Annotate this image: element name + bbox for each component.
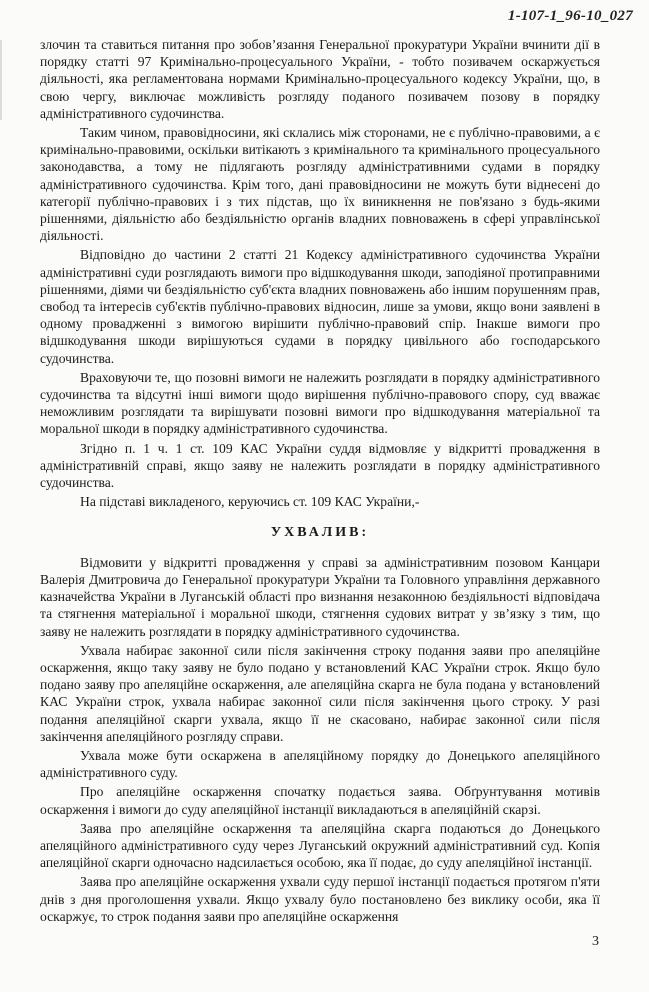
paragraph: Таким чином, правовідносини, які склались між сторонами, не є публічно-правовими, а є кримінально-правовими, оскільки витікають з кримінального та кримінального процесуального законодавства, а тому не підлягають розгляду адміністративними судами в порядку адміністративного судочинства. Крім того, дані правовідносини не можуть бути віднесені до категорії публічно-правових і з тих підстав, що їх виникнення не пов'язано з будь-якими рішеннями, діяльністю або бездіяльністю органів владних повноважень в сфері управлінської діяльності.: [40, 125, 600, 244]
resolution-paragraph: Заява про апеляційне оскарження та апеляційна скарга подаються до Донецького апеляційного адміністративного суду через Луганський окружний адміністративний суд. Копія апеляційної скарги одночасно надсилається особою, яка її подає, до суду апеляційної інстанції.: [40, 820, 600, 871]
resolution-paragraph: Відмовити у відкритті провадження у справі за адміністративним позовом Канцари Валерія Дмитровича до Генеральної прокуратури України та Головного управління державного казначейства України в Луганській області про визнання незаконною бездіяльності відповідача та стягнення матеріальної і моральної шкоди, стягнення судових витрат у зв’язку з тим, що заяву не належить розглядати в порядку адміністративного судочинства.: [40, 554, 600, 639]
paragraph: Враховуючи те, що позовні вимоги не належить розглядати в порядку адміністративного судочинства та відсутні інші вимоги щодо вирішення публічно-правового спору, суд вважає неможливим розглядати та вирішувати позовні вимоги про відшкодування матеріальної та моральної шкоди в порядку адміністративного судочинства.: [40, 369, 600, 437]
paragraph: Згідно п. 1 ч. 1 ст. 109 КАС України суддя відмовляє у відкритті провадження в адміністративній справі, якщо заяву не належить розглядати в порядку адміністративного судочинства.: [40, 440, 600, 491]
resolution-paragraph: Ухвала набирає законної сили після закінчення строку подання заяви про апеляційне оскарження, якщо таку заяву не було подано у встановлений КАС України строк. Якщо було подано заяву про апеляційне оскарження, але апеляційна скарга не була подана у встановлений КАС України строк, ухвала набирає законної сили після закінчення цього строку. У разі подання апеляційної скарги ухвала, якщо її не скасовано, набирає законної сили після закінчення апеляційного розгляду справи.: [40, 642, 600, 744]
document-body: [40, 36, 600, 927]
resolution-paragraph: Ухвала може бути оскаржена в апеляційному порядку до Донецького апеляційного адміністративного суду.: [40, 747, 600, 781]
paragraph: Відповідно до частини 2 статті 21 Кодексу адміністративного судочинства України адміністративні суди розглядають вимоги про відшкодування шкоди, заподіяної протиправними рішеннями, діями чи бездіяльністю суб'єкта владних повноважень або іншим порушенням прав, свобод та інтересів суб'єктів публічно-правових відносин, лише за умови, якщо вони заявлені в одному провадженні з вимогою вирішити публічно-правовий спір. Інакше вимоги про відшкодування шкоди вирішуються судами в порядку цивільного або господарського судочинства.: [40, 247, 600, 366]
resolution-paragraph: Заява про апеляційне оскарження ухвали суду першої інстанції подається протягом п'яти днів з дня проголошення ухвали. Якщо ухвалу було постановлено без виклику особи, яка її оскаржує, то строк подання заяви про апеляційне оскарження: [40, 874, 600, 924]
scan-margin-artifact: [0, 40, 16, 120]
page-number: 3: [592, 934, 599, 949]
paragraph: На підставі викладеного, керуючись ст. 109 КАС України,-: [80, 494, 420, 510]
resolution-paragraph: Про апеляційне оскарження спочатку подається заява. Обґрунтування мотивів оскарження і вимоги до суду апеляційної інстанції викладаються в апеляційній скарзі.: [40, 784, 600, 817]
resolution-heading: УХВАЛИВ:: [270, 525, 370, 541]
document-code: 1-107-1_96-10_027: [507, 8, 633, 24]
paragraph: злочин та ставиться питання про зобов’язання Генеральної прокуратури України вчинити дії в порядку статті 97 Кримінально-процесуального України, - тобто позивачем оскаржується діяльності, яка регламентована нормами Кримінально-процесуального кодексу України, що, в свою чергу, виключає можливість розгляду поданого позивачем позову в порядку адміністративного судочинства.: [40, 37, 600, 121]
